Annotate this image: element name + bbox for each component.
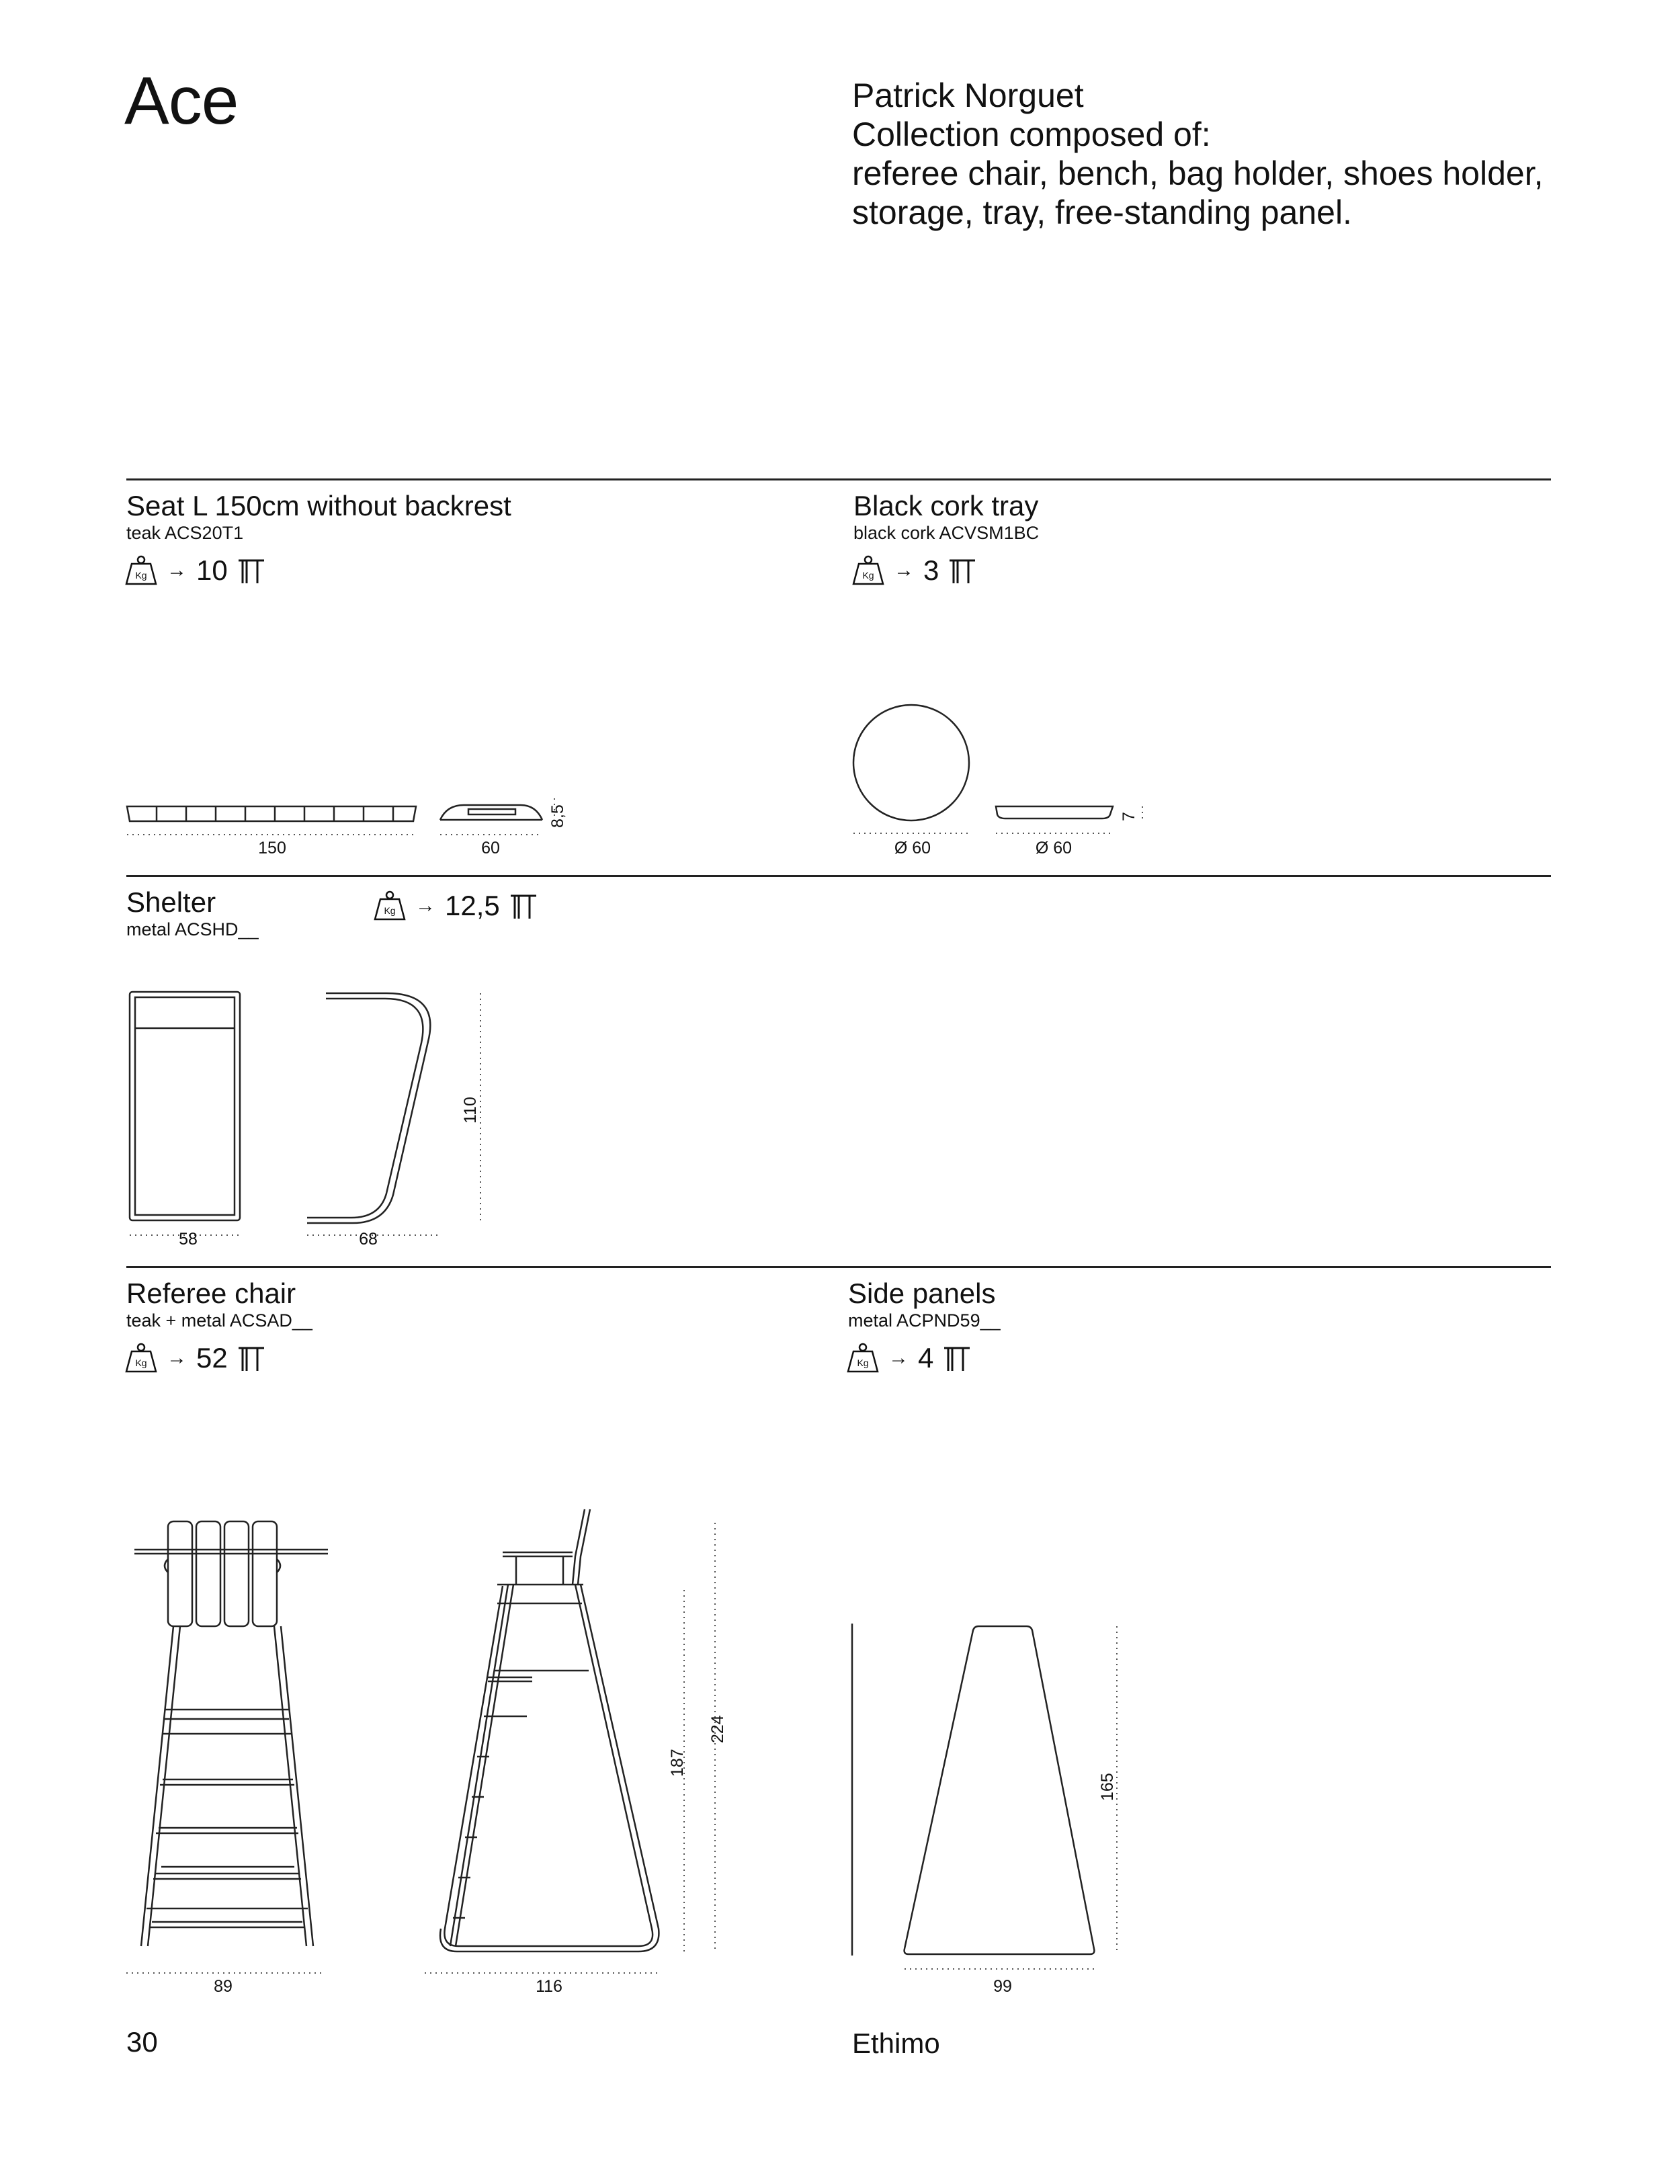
kg-weight-icon [126,556,157,585]
section-divider [126,1266,1551,1268]
kg-weight-icon [853,556,884,585]
shelter-width-dim: 58 [179,1230,198,1249]
referee-chair-header [126,1279,312,1373]
shelter-weight-value: 12,5 [445,890,500,921]
seat-width-dim: 150 [258,839,286,857]
tray-height-dim: 7 [1120,812,1138,821]
referee-chair-width-dim: 89 [214,1977,233,1996]
side-panels-height-dim: 165 [1098,1773,1117,1801]
tray-weight-value: 3 [923,554,939,586]
side-panels-weight-value: 4 [918,1342,934,1374]
package-icon [237,1344,265,1372]
tray-spec: black cork ACVSM1BC [853,523,1040,543]
package-icon [509,892,538,920]
package-icon [948,556,976,585]
section-divider [126,478,1551,480]
page-number: 30 [126,2026,158,2058]
arrow-right-icon: → [167,1347,187,1369]
seat-weight-value: 10 [196,554,228,586]
kg-weight-icon [848,1343,879,1373]
referee-chair-name: Referee chair [126,1277,296,1309]
referee-chair-seat-height-dim: 187 [668,1749,687,1777]
shelter-spec: metal ACSHD__ [126,919,259,939]
seat-name: Seat L 150cm without backrest [126,490,511,521]
seat-header [126,492,511,585]
arrow-right-icon: → [888,1347,909,1369]
side-panels-name: Side panels [848,1277,996,1309]
kg-weight-icon [126,1343,157,1373]
referee-chair-drawing [121,1505,739,1989]
arrow-right-icon: → [167,559,187,581]
arrow-right-icon: → [415,894,435,917]
shelter-drawing [124,988,501,1236]
referee-chair-height-dim: 224 [708,1715,727,1743]
tray-header [853,492,1039,585]
side-panels-width-dim: 99 [993,1977,1012,1996]
package-icon [237,556,265,585]
side-panels-spec: metal ACPND59__ [848,1310,1001,1331]
shelter-weight [375,891,538,921]
brand-name: Ethimo [852,2027,940,2059]
referee-chair-weight-value: 52 [196,1342,228,1374]
referee-chair-spec: teak + metal ACSAD__ [126,1310,312,1331]
tray-weight [853,556,1039,585]
seat-spec: teak ACS20T1 [126,523,244,543]
seat-depth-dim: 60 [481,839,500,857]
collection-label: Collection composed of: [852,116,1211,153]
referee-chair-depth-dim: 116 [536,1977,562,1996]
shelter-depth-dim: 68 [359,1230,378,1249]
arrow-right-icon: → [894,559,914,581]
seat-height-dim: 8,5 [548,804,567,828]
kg-weight-icon [375,891,406,921]
shelter-height-dim: 110 [461,1097,480,1124]
intro-block [852,76,1544,232]
seat-weight [126,556,511,585]
collection-items-line2: storage, tray, free-standing panel. [852,194,1352,231]
designer-name: Patrick Norguet [852,77,1084,114]
side-panels-weight [848,1343,1001,1373]
side-panels-header [848,1279,1001,1373]
side-panels-drawing [848,1620,1130,1982]
section-divider [126,875,1551,877]
page-title: Ace [124,63,239,138]
shelter-header [126,888,259,939]
shelter-name: Shelter [126,886,216,918]
tray-diameter-side-dim: Ø 60 [1035,839,1073,857]
tray-drawing [852,699,1148,847]
tray-diameter-top-dim: Ø 60 [894,839,931,857]
package-icon [943,1344,971,1372]
collection-items-line1: referee chair, bench, bag holder, shoes holder, [852,155,1544,192]
tray-name: Black cork tray [853,490,1039,521]
referee-chair-weight [126,1343,312,1373]
